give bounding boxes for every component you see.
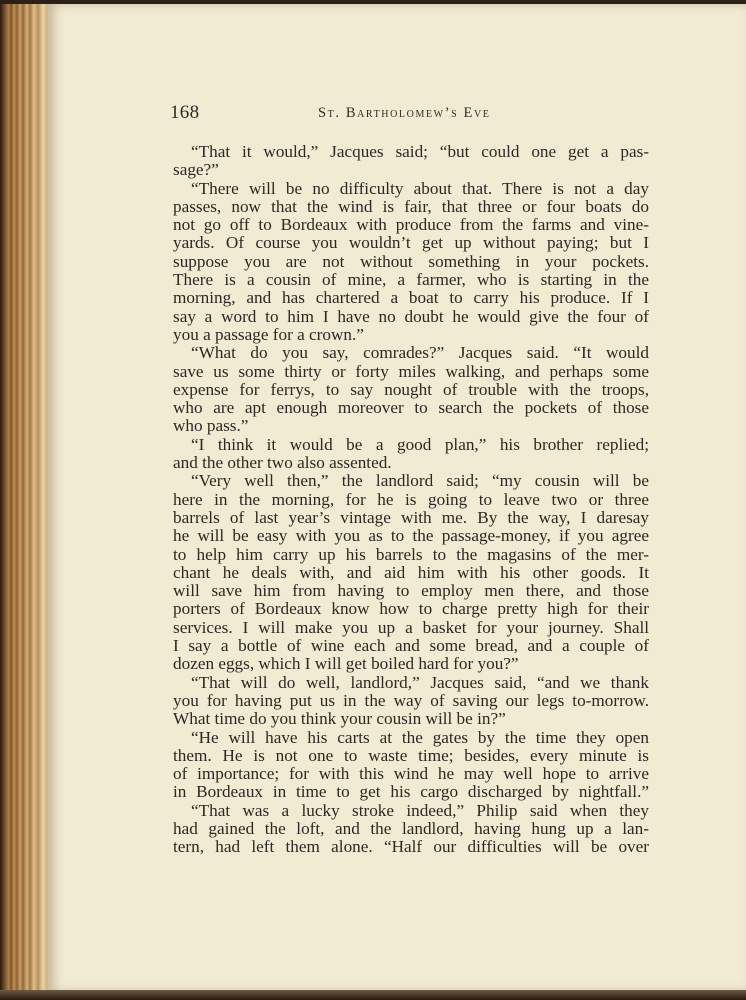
text-line: and the other two also assented. — [173, 454, 392, 473]
text-line: “I think it would be a good plan,” his brother replied; — [191, 435, 649, 454]
text-line: you a passage for a crown.” — [173, 325, 364, 344]
text-line: save us some thirty or forty miles walking, and perhaps some — [173, 362, 649, 381]
text-line: chant he deals with, and aid him with his other goods. It — [173, 563, 649, 582]
book-page-edges — [0, 4, 52, 996]
text-line: to help him carry up his barrels to the magasins of the mer- — [173, 545, 649, 564]
text-line: “That will do well, landlord,” Jacques said, “and we thank — [191, 673, 649, 692]
text-line: “That was a lucky stroke indeed,” Philip said when they — [191, 801, 649, 820]
text-line: “There will be no difficulty about that. There is not a day — [191, 179, 649, 198]
text-line: them. He is not one to waste time; besides, every minute is — [173, 746, 649, 765]
text-line: in Bordeaux in time to get his cargo discharged by nightfall.” — [173, 783, 649, 802]
book-bottom-edge — [0, 990, 746, 1000]
text-line: expense for ferrys, to say nought of trouble with the troops, — [173, 380, 649, 399]
text-line: porters of Bordeaux know how to charge pretty high for their — [173, 600, 649, 619]
text-line: he will be easy with you as to the passage-money, if you agree — [173, 527, 649, 546]
page-number: 168 — [170, 102, 200, 123]
text-line: here in the morning, for he is going to leave two or three — [173, 490, 649, 509]
text-line: dozen eggs, which I will get boiled hard for you?” — [173, 655, 519, 674]
text-line: services. I will make you up a basket for your journey. Shall — [173, 618, 649, 637]
text-line: “That it would,” Jacques said; “but could one get a pas- — [191, 143, 649, 161]
text-line: say a word to him I have no doubt he would give the four of — [173, 307, 649, 326]
text-line: of importance; for with this wind he may well hope to arrive — [173, 765, 649, 784]
text-line: not go off to Bordeaux with produce from the farms and vine- — [173, 216, 649, 235]
text-line: barrels of last year’s vintage with me. By the way, I daresay — [173, 508, 649, 527]
text-line: suppose you are not without something in your pockets. — [173, 252, 649, 271]
text-line: sage?” — [173, 161, 219, 180]
text-line: had gained the loft, and the landlord, having hung up a lan- — [173, 819, 649, 838]
text-line: will save him from having to employ men there, and those — [173, 582, 649, 601]
text-line: who are apt enough moreover to search the pockets of those — [173, 399, 649, 418]
text-line: yards. Of course you wouldn’t get up without paying; but I — [173, 234, 649, 253]
text-line: There is a cousin of mine, a farmer, who is starting in the — [173, 271, 649, 290]
text-line: morning, and has chartered a boat to carry his produce. If I — [173, 289, 649, 308]
text-line: you for having put us in the way of saving our legs to-morrow. — [173, 691, 649, 710]
text-line: What time do you think your cousin will be in?” — [173, 710, 506, 729]
text-line: tern, had left them alone. “Half our difficulties will be over — [173, 838, 649, 857]
text-line: “Very well then,” the landlord said; “my cousin will be — [191, 472, 649, 491]
text-line: passes, now that the wind is fair, that three or four boats do — [173, 197, 649, 216]
text-line: “He will have his carts at the gates by the time they open — [191, 728, 649, 747]
text-line: “What do you say, comrades?” Jacques said. “It would — [191, 344, 649, 363]
running-head: St. Bartholomew’s Eve — [318, 105, 491, 121]
text-line: I say a bottle of wine each and some bread, and a couple of — [173, 637, 649, 656]
body-text — [173, 143, 649, 857]
text-line: who pass.” — [173, 417, 249, 436]
page-header — [170, 102, 650, 126]
